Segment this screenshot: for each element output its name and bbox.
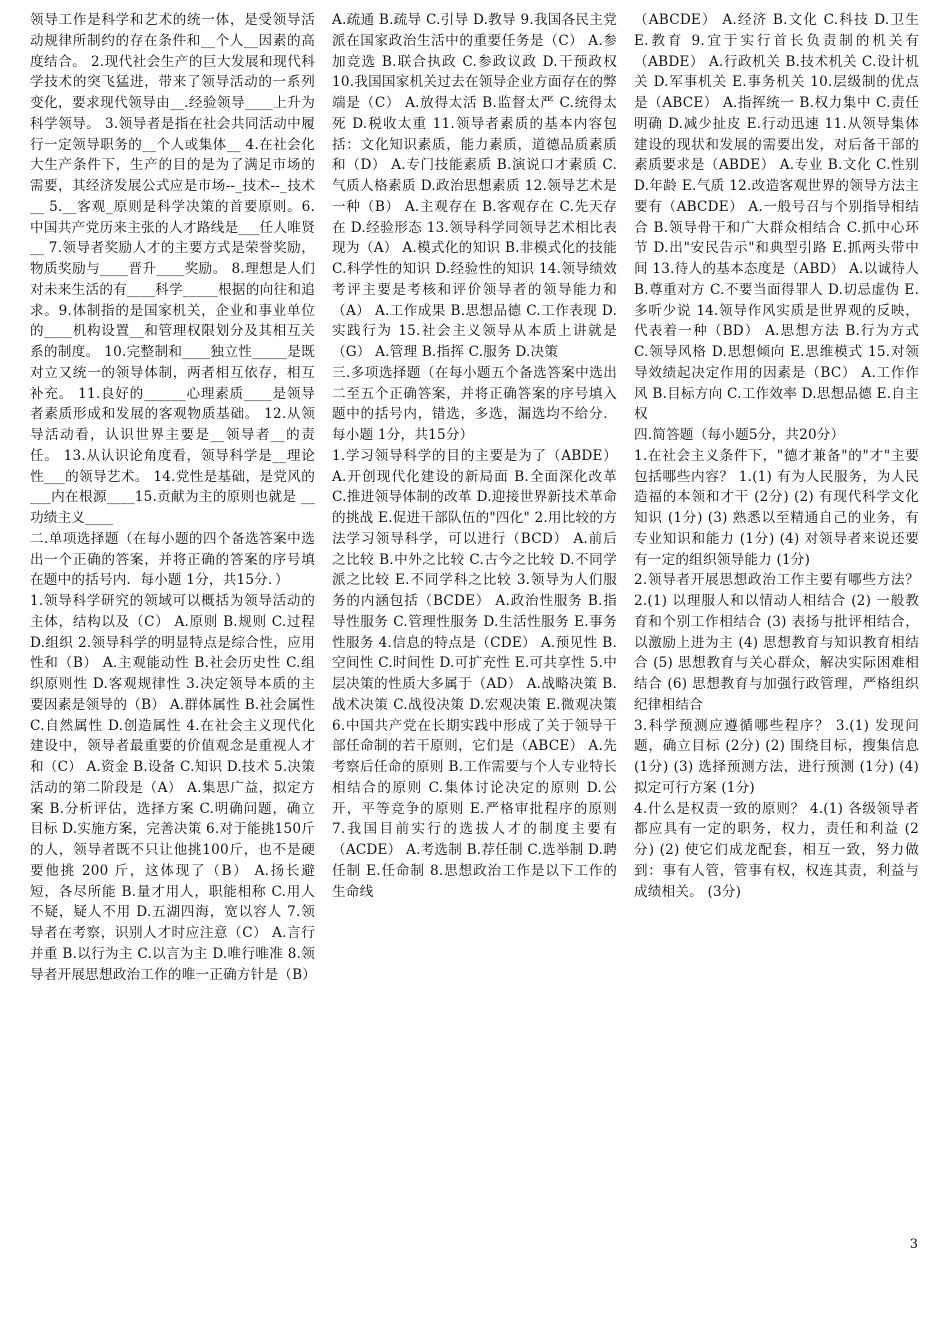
multiple-choice-questions: 1.学习领导科学的目的主要是为了（ABDE） A.开创现代化建设的新局面 B.全面深化改革 C.推进领导体制的改革 D.迎接世界新技术革命的挑战 E.促进干部队伍的"四化" 2.用比较的方法学习领导科学，可以进行（BCD） A.前后之比较 B.中外之比较 C.古今之比较 D.不同学派之比较 E.不同学科之比较 3.领导为人们服务的内涵包括（BCDE） A.政治性服务 B.指导性服务 C.管理性服务 D.生活性服务 E.事务性服务 4.信息的特点是（CDE） A.预见性 B.空间性 C.时间性 D.可扩充性 E.可共享性 5.中层决策的性质大多属于（AD） A.战略决策 B.战术决策 C.战役决策 D.宏观决策 E.微观决策 6.中国共产党在长期实践中形成了关于领导干部任命制的若干原则，它们是（ABCE） A.先考察后任命的原则 B.工作需要与个人专业特长相结合的原则 C.集体讨论决定的原则 D.公开，平等竞争的原则 E.严格审批程序的原则 7.我国目前实行的选拔人才的制度主要有（ACDE） A.考选制 B.荐任制 C.选举制 D.聘任制 E.任命制 8.思想政治工作是以下工作的生命线 [332,447,617,900]
short-answer-2: 2.领导者开展思想政治工作主要有哪些方法？ 2.(1) 以理服人和以情动人相结合 (2) 一般教育和个别工作相结合 (3) 表扬与批评相结合，以激励上进为主 (4) 思想教育与知识教育相结合 (5) 思想教育与关心群众，解决实际困难相结合 (6) 思想教育与加强行政管理，严格组织纪律相结合 [634,572,919,713]
text-column-1 [30,10,315,985]
short-answer-1: 1.在社会主义条件下，"德才兼备"的"才"主要包括哪些内容？ 1.(1) 有为人民服务，为人民造福的本领和才干 (2分) (2) 有现代科学文化知识 (1分) (3) 熟悉以至精通自己的业务，有专业知识和能力 (1分) (4) 对领导者来说还要有一定的组织领导能力 (1分) [634,447,919,568]
short-answer-3: 3.科学预测应遵循哪些程序？ 3.(1) 发现问题，确立目标 (2分) (2) 围绕目标，搜集信息 (1分) (3) 选择预测方法，进行预测 (1分) (4) 拟定可行方案 (1分) [634,717,919,796]
multiple-choice-questions-cont: （ABCDE） A.经济 B.文化 C.科技 D.卫生 E.教育 9.宜于实行首长负责制的机关有（ABDE） A.行政机关 B.技术机关 C.设计机关 D.军事机关 E.事务机关 10.层级制的优点是（ABCE） A.指挥统一 B.权力集中 C.责任明确 D.减少扯皮 E.行动迅速 11.从领导集体建设的现状和发展的需要出发，对后备干部的素质要求是（ABDE） A.专业 B.文化 C.性别 D.年龄 E.气质 12.改造客观世界的领导方法主要有（ABCDE） A.一般号召与个别指导相结合 B.领导骨干和广大群众相结合 C.抓中心环节 D.出"安民告示"和典型引路 E.抓两头带中间 13.待人的基本态度是（ABD） A.以诚待人 B.尊重对方 C.不要当面得罪人 D.切忌虚伪 E.多听少说 14.领导作风实质是世界观的反映，代表着一种（BD） A.思想方法 B.行为方式 C.领导风格 D.思想倾向 E.思维模式 15.对领导效绩起决定作用的因素是（BC） A.工作作风 B.目标方向 C.工作效率 D.思想品德 E.自主权 [634,12,919,423]
section-heading-multiple-choice: 三.多项选择题（在每小题五个备选答案中选出二至五个正确答案，并将正确答案的序号填入题中的括号内，错选，多选，漏选均不给分．每小题 1分，共15分） [332,364,617,443]
section-heading-single-choice: 二.单项选择题（在每小题的四个备选答案中选出一个正确的答案，并将正确的答案的序号填在题中的括号内．每小题 1分，共15分．） [30,530,315,589]
fill-in-blank-section: 领导工作是科学和艺术的统一体，是受领导活动规律所制约的存在条件和__个人__因素的高度结合。 2.现代社会生产的巨大发展和现代科学技术的突飞猛进，带来了领导活动的一系列变化，要求现代领导由__.经验领导____上升为科学领导。 3.领导者是指在社会共同活动中履行一定领导职务的__个人或集体__ 4.在社会化大生产条件下，生产的目的是为了满足市场的需要，其经济发展公式应是市场--_技术--_技术__ 5.__客观_原则是科学决策的首要原则。6.中国共产党历来主张的人才路线是___任人唯贤__ 7.领导者奖励人才的主要方式是荣誉奖励，物质奖励与____晋升____奖励。 8.理想是人们对未来生活的有____科学_____根据的向往和追求。9.体制指的是国家机关，企业和事业单位的____机构设置__和管理权限划分及其相互关系的制度。 10.完整制和____独立性_____是既对立又统一的领导体制，两者相互依存，相互补充。 11.良好的______心理素质____是领导者素质形成和发展的客观物质基础。 12.从领导活动看，认识世界主要是__领导者__的责任。 13.从认识论角度看，领导科学是__理论性___的领导艺术。 14.党性是基础，是党风的___内在根源____15.贡献为主的原则也就是 __功绩主义____ [30,12,315,526]
short-answer-4: 4.什么是权责一致的原则？ 4.(1) 各级领导者都应具有一定的职务，权力，责任和利益 (2分) (2) 使它们成龙配套，相互一致，努力做到：事有人管，管事有权，权连其责，利益与成绩相关。 (3分) [634,800,919,900]
page-number: 3 [909,1237,918,1252]
single-choice-questions: 1.领导科学研究的领域可以概括为领导活动的主体，结构以及（C） A.原则 B.规则 C.过程 D.组织 2.领导科学的明显特点是综合性，应用性和（B） A.主观能动性 B.社会历史性 C.组织原则性 D.客观规律性 3.决定领导本质的主要因素是领导的（B） A.群体属性 B.社会属性 C.自然属性 D.创造属性 4.在社会主义现代化建设中，领导者最重要的价值观念是重视人才和（C） A.资金 B.设备 C.知识 D.技术 5.决策活动的第二阶段是（A） A.集思广益，拟定方案 B.分析评估，选择方案 C.明确问题，确立目标 D.实施方案，完善决策 6.对于能挑150斤的人，领导者既不只让他挑100斤，也不是硬要他挑 200 斤，这体现了（B） A.扬长避短，各尽所能 B.量才用人，职能相称 C.用人不疑，疑人不用 D.五湖四海，宽以容人 7.领导者在考察，识别人才时应注意（C） A.言行并重 B.以行为主 C.以言为主 D.唯行唯准 8.领导者开展思想政治工作的唯一正确方针是（B） [30,593,317,983]
single-choice-questions-cont: A.疏通 B.疏导 C.引导 D.教导 9.我国各民主党派在国家政治生活中的重要任务是（C） A.参加竞选 B.联合执政 C.参政议政 D.干预政权 10.我国国家机关过去在领导企业方面存在的弊端是（C） A.放得太活 B.监督太严 C.统得太死 D.税收太重 11.领导者素质的基本内容包括：文化知识素质，能力素质，道德品质素质和（D） A.专门技能素质 B.演说口才素质 C.气质人格素质 D.政治思想素质 12.领导艺术是一种（B） A.主观存在 B.客观存在 C.先天存在 D.经验形态 13.领导科学同领导艺术相比表现为（A） A.模式化的知识 B.非模式化的技能 C.科学性的知识 D.经验性的知识 14.领导绩效考评主要是考核和评价领导者的领导能力和（A） A.工作成果 B.思想品德 C.工作表现 D.实践行为 15.社会主义领导从本质上讲就是（G） A.管理 B.指挥 C.服务 D.决策 [332,12,617,360]
text-column-3 [634,10,919,902]
section-heading-short-answer: 四.简答题（每小题5分，共20分） [634,427,845,443]
text-column-2 [332,10,617,902]
